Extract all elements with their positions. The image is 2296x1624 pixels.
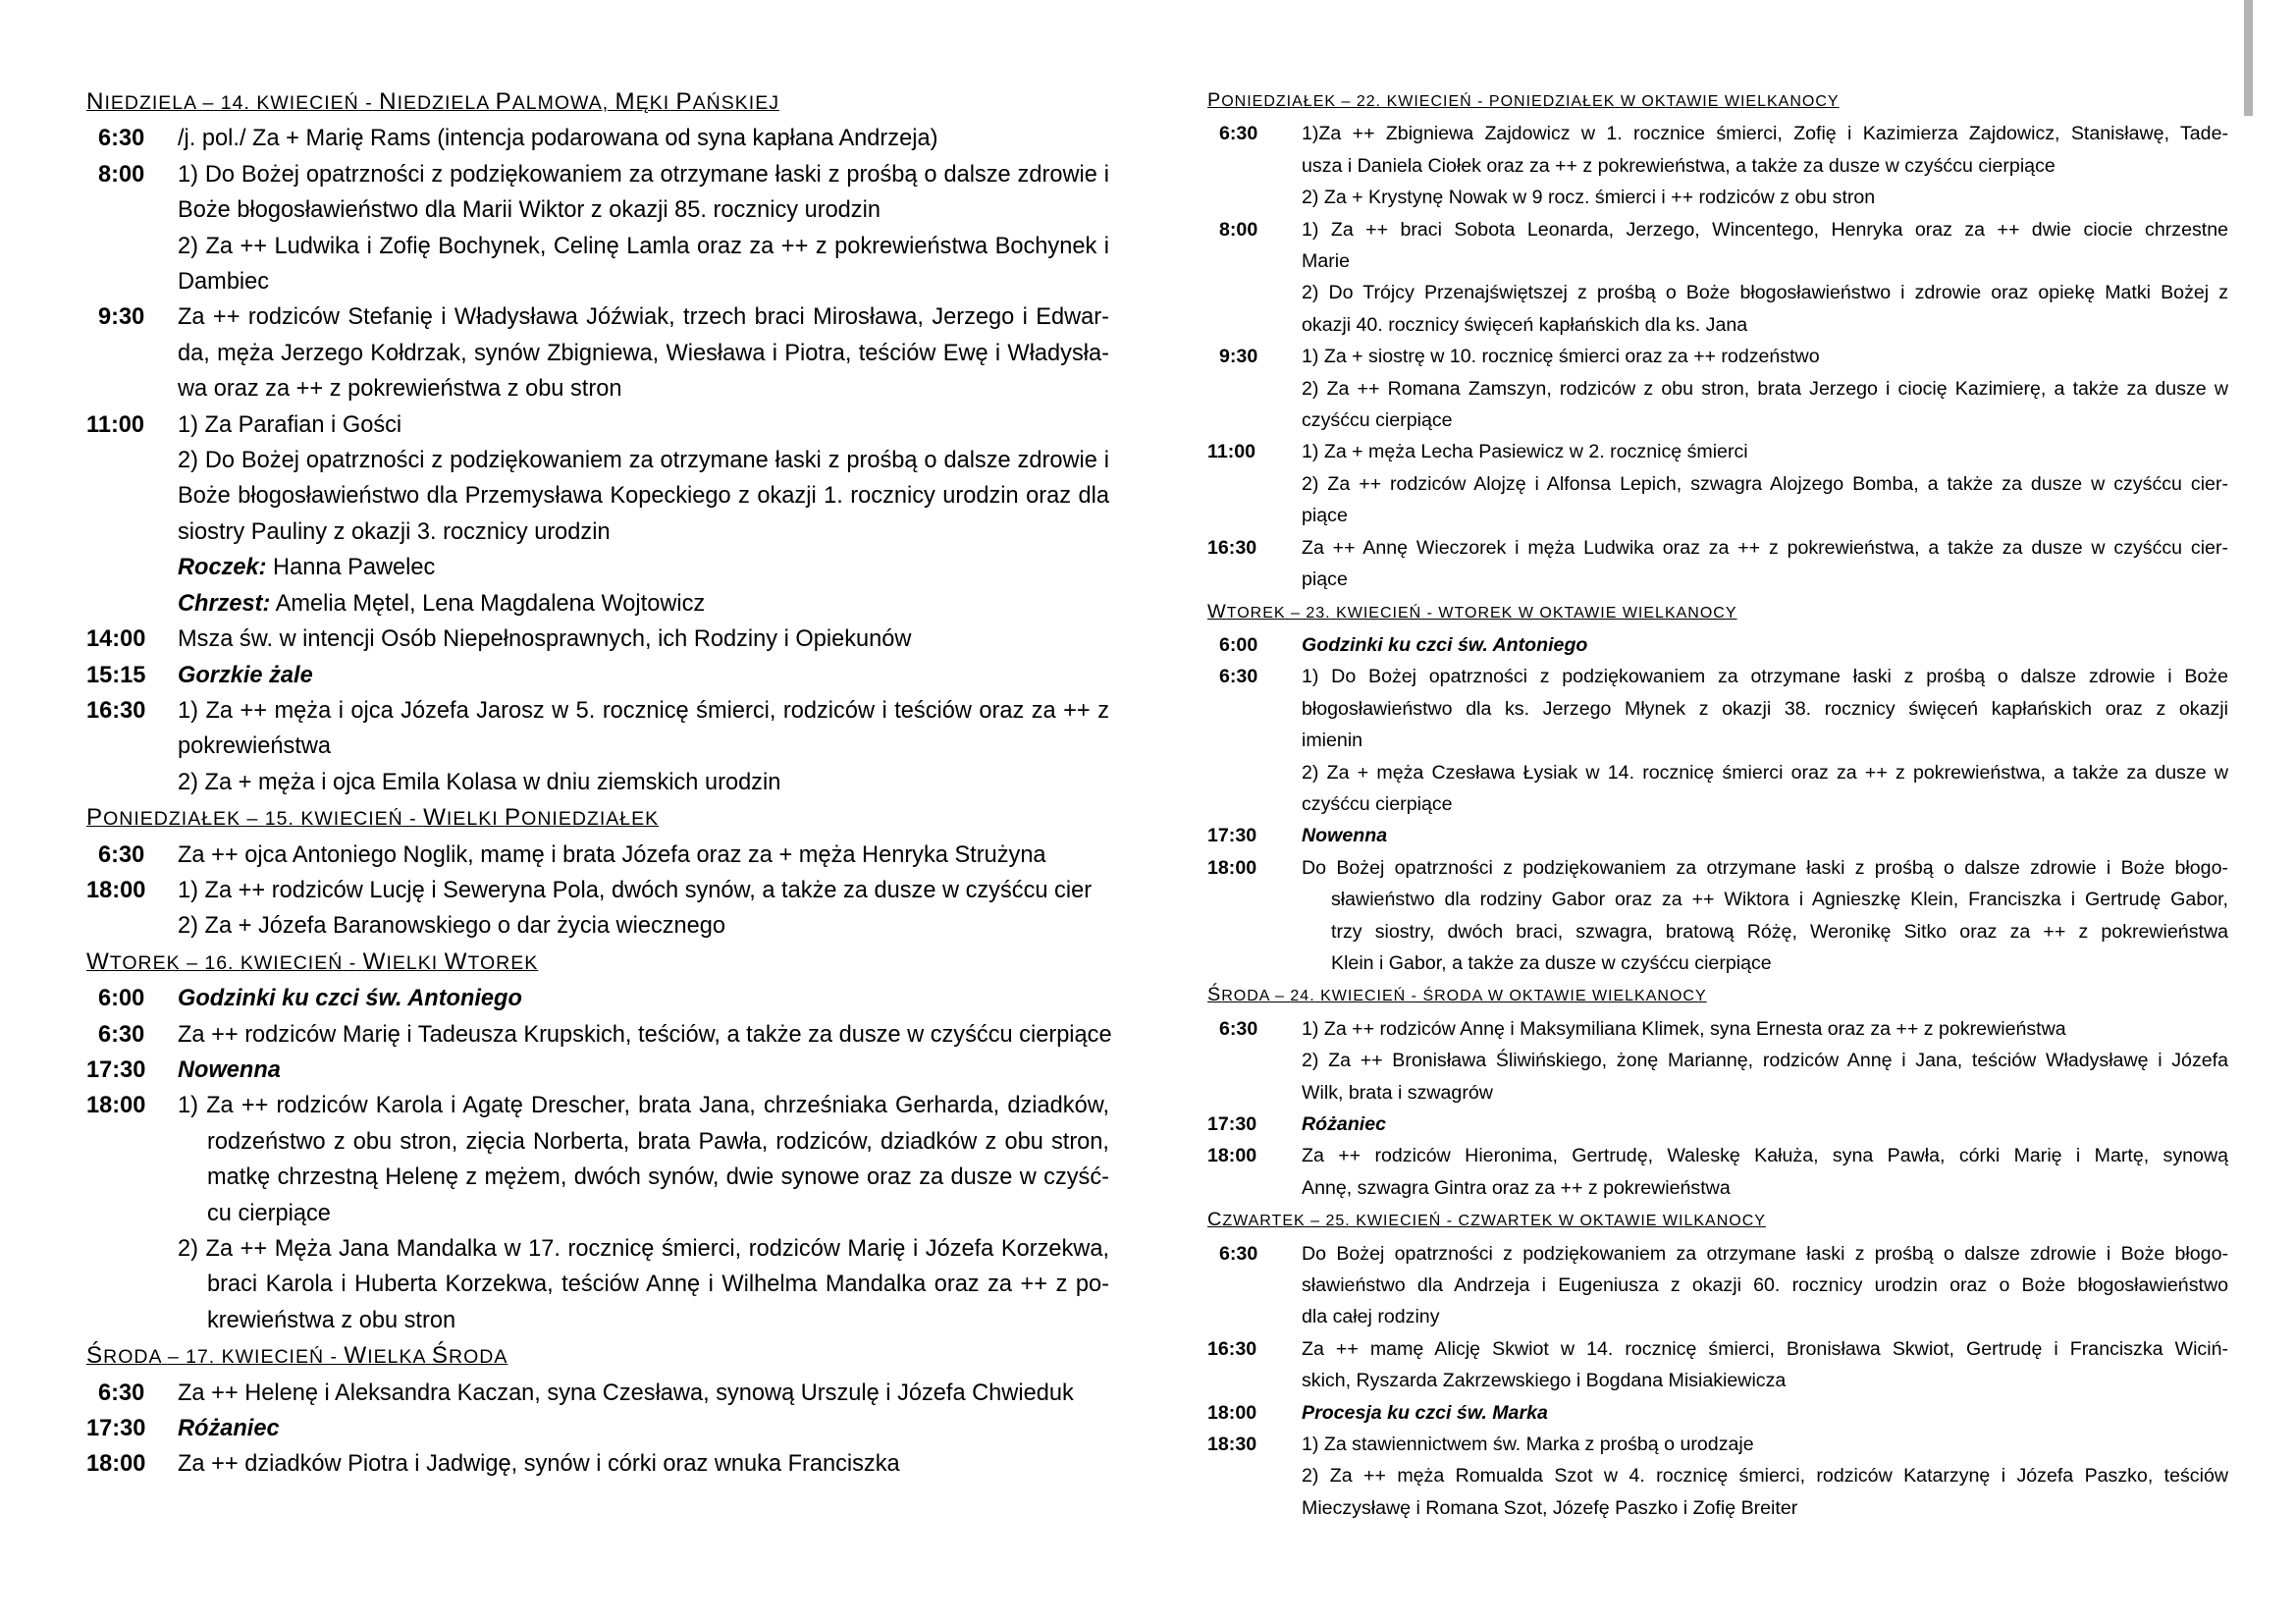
intention-line: Godzinki ku czci św. Antoniego — [178, 986, 522, 1012]
intention-line: Godzinki ku czci św. Antoniego — [1302, 633, 1588, 656]
intention-line: Marie — [1302, 250, 1350, 273]
intention-line: 1) Za ++ męża i ojca Józefa Jarosz w 5. rocznicę śmierci, rodziców i teściów oraz za ++ z — [178, 697, 1109, 724]
intention-line — [178, 586, 1109, 622]
intention-line: Do Bożej opatrzności z podziękowaniem za otrzymane łaski z prośbą o dalsze zdrowie i Boże błogo- — [1302, 856, 2228, 879]
intention-label: Roczek: — [178, 555, 267, 581]
mass-time: 8:00 — [1219, 218, 1258, 241]
column-left — [86, 84, 1112, 1483]
mass-time: 18:00 — [86, 1451, 146, 1478]
mass-entry — [1207, 532, 2228, 596]
intention-line — [178, 550, 1109, 585]
mass-time: 14:00 — [86, 626, 146, 653]
mass-intentions — [178, 299, 1109, 406]
mass-intentions — [178, 121, 1109, 156]
mass-time: 16:30 — [1207, 1337, 1257, 1360]
intention-line: Klein i Gabor, a także za dusze w czyśćcu cierpiące — [1331, 951, 1772, 974]
mass-time: 18:30 — [1207, 1434, 1257, 1456]
intention-line: 2) Do Trójcy Przenajświętszej z prośbą o Boże błogosławieństwo i zdrowie oraz opiekę Matki Bożej z — [1302, 282, 2228, 304]
mass-intentions — [1302, 1013, 2228, 1109]
mass-entry — [86, 407, 1109, 622]
mass-entry — [86, 157, 1109, 300]
intention-line: czyśćcu cierpiące — [1302, 792, 1453, 815]
mass-entry — [86, 838, 1109, 873]
mass-entry — [1207, 629, 2228, 661]
mass-entry — [1207, 1140, 2228, 1204]
intention-line: 1) Za ++ rodziców Karola i Agatę Drescher, brata Jana, chrześniaka Gerharda, dziadków, — [178, 1093, 1109, 1119]
mass-entry — [86, 1088, 1109, 1338]
mass-time: 6:30 — [98, 126, 145, 152]
intention-line: Dambiec — [178, 269, 270, 296]
mass-entry — [86, 1017, 1112, 1053]
mass-intentions — [1302, 1140, 2228, 1204]
day-heading: ŚRODA – 24. KWIECIEŃ - ŚRODA W OKTAWIE WIELKANOCY — [1207, 984, 1707, 1006]
mass-intentions — [1302, 1238, 2228, 1333]
mass-intentions — [178, 1017, 1112, 1053]
mass-entry — [86, 981, 1109, 1016]
mass-time: 17:30 — [86, 1056, 146, 1083]
day-heading: WTOREK – 16. KWIECIEŃ - WIELKI WTOREK — [86, 947, 539, 975]
intention-line: błogosławieństwo dla ks. Jerzego Młynek z okazji 38. rocznicy święceń kapłańskich oraz z okazji — [1302, 697, 2228, 720]
intention-line: 2) Za ++ rodziców Alojzę i Alfonsa Lepich, szwagra Alojzego Bomba, a także za dusze w czyśćcu cier- — [1302, 472, 2228, 495]
mass-time: 17:30 — [1207, 1113, 1257, 1135]
mass-intentions — [1302, 661, 2228, 820]
intention-line: 1) Za ++ braci Sobota Leonarda, Jerzego, Wincentego, Henryka oraz za ++ dwie ciocie chrzestne — [1302, 218, 2228, 241]
mass-intentions — [1302, 118, 2228, 213]
mass-time: 16:30 — [86, 697, 146, 724]
mass-time: 9:30 — [98, 304, 145, 331]
column-right — [1207, 84, 2228, 1524]
mass-intentions — [1302, 532, 2228, 596]
mass-entry — [86, 873, 1109, 945]
intention-line: 2) Za + Krystynę Nowak w 9 rocz. śmierci i ++ rodziców z obu stron — [1302, 187, 1876, 209]
mass-intentions — [1302, 1429, 2228, 1524]
intention-line: Wilk, brata i szwagrów — [1302, 1081, 1493, 1104]
mass-time: 6:30 — [1219, 1242, 1258, 1265]
intention-line: Nowenna — [178, 1056, 281, 1083]
mass-entry — [86, 658, 1109, 693]
mass-entry — [1207, 436, 2228, 531]
intention-line: Boże błogosławieństwo dla Przemysława Kopeckiego z okazji 1. rocznicy urodzin oraz dla — [178, 483, 1109, 510]
mass-time: 18:00 — [86, 1093, 146, 1119]
intention-line: sławieństwo dla rodziny Gabor oraz za ++ Wiktora i Agnieszkę Klein, Franciszka i Gertrudę Gabor, — [1331, 889, 2228, 911]
intention-line: skich, Ryszarda Zakrzewskiego i Bogdana Misiakiewicza — [1302, 1370, 1787, 1392]
mass-entry — [1207, 341, 2228, 436]
intention-line: 2) Za + męża i ojca Emila Kolasa w dniu ziemskich urodzin — [178, 769, 781, 795]
mass-intentions — [1302, 629, 2228, 661]
mass-time: 6:30 — [98, 1380, 145, 1406]
mass-intentions — [1302, 1397, 2228, 1429]
intention-line: rodzeństwo z obu stron, zięcia Norberta, brata Pawła, rodziców, dziadków z obu stron, — [207, 1128, 1109, 1155]
day-heading: WTOREK – 23. KWIECIEŃ - WTOREK W OKTAWIE WIELKANOCY — [1207, 600, 1737, 623]
mass-intentions — [1302, 820, 2228, 851]
mass-time: 9:30 — [1219, 346, 1258, 368]
mass-entry — [1207, 1238, 2228, 1333]
mass-entry — [1207, 1397, 2228, 1429]
mass-intentions — [178, 1446, 1109, 1482]
intention-line: imienin — [1302, 730, 1363, 752]
mass-time: 6:30 — [1219, 1017, 1258, 1040]
mass-time: 11:00 — [86, 411, 145, 438]
intention-label: Chrzest: — [178, 590, 271, 617]
mass-intentions — [178, 981, 1109, 1016]
mass-time: 6:00 — [98, 986, 145, 1012]
mass-time: 18:00 — [1207, 1401, 1257, 1424]
intention-line: czyśćcu cierpiące — [1302, 409, 1453, 432]
mass-intentions — [178, 407, 1109, 622]
mass-entry — [1207, 214, 2228, 342]
mass-intentions — [1302, 214, 2228, 342]
mass-entry — [1207, 1429, 2228, 1524]
intention-line: piące — [1302, 568, 1348, 591]
mass-entry — [86, 622, 1109, 657]
intention-line: Boże błogosławieństwo dla Marii Wiktor z okazji 85. rocznicy urodzin — [178, 197, 881, 224]
mass-entry — [86, 1053, 1109, 1088]
mass-intentions — [1302, 852, 2228, 980]
day-heading: PONIEDZIAŁEK – 22. KWIECIEŃ - PONIEDZIAŁEK W OKTAWIE WIELKANOCY — [1207, 89, 1840, 111]
intention-line: matkę chrzestną Helenę z mężem, dwóch synów, dwie synowe oraz za dusze w czyść- — [207, 1164, 1109, 1191]
mass-time: 18:00 — [1207, 856, 1257, 879]
intention-line: piące — [1302, 505, 1348, 527]
intention-line: 1) Za ++ rodziców Annę i Maksymiliana Klimek, syna Ernesta oraz za ++ z pokrewieństwa — [1302, 1017, 2066, 1040]
mass-entry — [1207, 820, 2228, 851]
service-name: Gorzkie żale — [178, 662, 313, 688]
intention-line: da, męża Jerzego Kołdrzak, synów Zbigniewa, Wiesława i Piotra, teściów Ewę i Władysła- — [178, 340, 1109, 366]
mass-entry — [1207, 1333, 2228, 1397]
intention-text: Hanna Pawelec — [266, 555, 436, 581]
scrollbar[interactable] — [2244, 0, 2253, 116]
mass-intentions — [178, 1088, 1109, 1338]
intention-line: pokrewieństwa — [178, 733, 332, 760]
mass-time: 18:00 — [86, 877, 146, 903]
intention-line: dla całej rodziny — [1302, 1306, 1440, 1328]
mass-intentions — [178, 658, 1109, 693]
mass-time: 18:00 — [1207, 1145, 1257, 1167]
intention-line: Za ++ dziadków Piotra i Jadwigę, synów i córki oraz wnuka Franciszka — [178, 1451, 900, 1478]
intention-line: 1) Za + siostrę w 10. rocznicę śmierci oraz za ++ rodzeństwo — [1302, 346, 1820, 368]
intention-line: 2) Do Bożej opatrzności z podziękowaniem za otrzymane łaski z prośbą o dalsze zdrowie i — [178, 448, 1109, 474]
mass-intentions — [178, 1411, 1109, 1446]
intention-text: Amelia Mętel, Lena Magdalena Wojtowicz — [270, 590, 706, 617]
intention-line: Za ++ Annę Wieczorek i męża Ludwika oraz za ++ z pokrewieństwa, a także za dusze w czyśćcu cier- — [1302, 536, 2228, 559]
intention-line: 2) Za + Józefa Baranowskiego o dar życia wiecznego — [178, 913, 726, 940]
intention-line: 2) Za ++ Męża Jana Mandalka w 17. rocznicę śmierci, rodziców Marię i Józefa Korzekwa, — [178, 1236, 1109, 1262]
mass-time: 11:00 — [1207, 441, 1256, 463]
intention-line: Mieczysławę i Romana Szot, Józefę Paszko i Zofię Breiter — [1302, 1496, 1798, 1519]
intention-line: krewieństwa z obu stron — [207, 1307, 456, 1333]
day-heading: PONIEDZIAŁEK – 15. KWIECIEŃ - WIELKI PONIEDZIAŁEK — [86, 804, 660, 832]
intention-line: Nowenna — [1302, 825, 1388, 847]
intention-line: 2) Za ++ Bronisława Śliwińskiego, żonę Mariannę, rodziców Annę i Jana, teściów Władysławę i Józefa — [1302, 1050, 2228, 1072]
intention-line: Różaniec — [1302, 1113, 1387, 1135]
mass-intentions — [1302, 436, 2228, 531]
mass-intentions — [178, 157, 1109, 300]
mass-entry — [86, 1376, 1109, 1411]
intention-line: 1) Za + męża Lecha Pasiewicz w 2. rocznicę śmierci — [1302, 441, 1748, 463]
mass-intentions — [178, 693, 1109, 800]
mass-entry — [86, 121, 1109, 156]
intention-line: 1) Do Bożej opatrzności z podziękowaniem za otrzymane łaski z prośbą o dalsze zdrowie i Boże — [1302, 666, 2228, 688]
mass-entry — [1207, 1109, 2228, 1140]
intention-line: braci Karola i Huberta Korzekwa, teściów Annę i Wilhelma Mandalka oraz za ++ z po- — [207, 1272, 1109, 1298]
intention-line: Za ++ rodziców Stefanię i Władysława Jóźwiak, trzech braci Mirosława, Jerzego i Edwar- — [178, 304, 1109, 331]
intention-line: Msza św. w intencji Osób Niepełnosprawnych, ich Rodziny i Opiekunów — [178, 626, 912, 653]
intention-line: siostry Pauliny z okazji 3. rocznicy urodzin — [178, 518, 611, 545]
intention-line: usza i Daniela Ciołek oraz za ++ z pokrewieństwa, a także za dusze w czyśćcu cierpiące — [1302, 154, 2056, 177]
intention-line: 2) Za ++ Romana Zamszyn, rodziców z obu stron, brata Jerzego i ciocię Kazimierę, a także za dusze w — [1302, 377, 2228, 400]
intention-line: /j. pol./ Za + Marię Rams (intencja podarowana od syna kapłana Andrzeja) — [178, 126, 938, 152]
mass-intentions — [178, 873, 1109, 945]
mass-entry — [86, 1411, 1109, 1446]
intention-line: Za ++ mamę Alicję Skwiot w 14. rocznicę śmierci, Bronisława Skwiot, Gertrudę i Franciszka Wiciń- — [1302, 1337, 2228, 1360]
intention-line: cu cierpiące — [207, 1200, 331, 1226]
intention-line: Procesja ku czci św. Marka — [1302, 1401, 1548, 1424]
mass-entry — [86, 1446, 1109, 1482]
mass-time: 6:30 — [1219, 123, 1258, 145]
intention-line: Różaniec — [178, 1416, 280, 1442]
mass-intentions — [178, 838, 1109, 873]
day-heading: NIEDZIELA – 14. KWIECIEŃ - NIEDZIELA PALMOWA, MĘKI PAŃSKIEJ — [86, 88, 779, 115]
mass-intentions — [1302, 1333, 2228, 1397]
mass-time: 17:30 — [1207, 825, 1257, 847]
mass-entry — [1207, 852, 2228, 980]
mass-entry — [86, 299, 1109, 406]
intention-line: 1) Do Bożej opatrzności z podziękowaniem za otrzymane łaski z prośbą o dalsze zdrowie i — [178, 161, 1109, 188]
mass-time: 6:30 — [98, 1021, 145, 1048]
day-heading: CZWARTEK – 25. KWIECIEŃ - CZWARTEK W OKTAWIE WILKANOCY — [1207, 1209, 1766, 1231]
intention-line: Za ++ ojca Antoniego Noglik, mamę i brata Józefa oraz za + męża Henryka Strużyna — [178, 841, 1046, 868]
intention-line: wa oraz za ++ z pokrewieństwa z obu stron — [178, 376, 622, 403]
mass-entry — [86, 693, 1109, 800]
intention-line: Za ++ Helenę i Aleksandra Kaczan, syna Czesława, synową Urszulę i Józefa Chwieduk — [178, 1380, 1074, 1406]
intention-line: 1) Za stawiennictwem św. Marka z prośbą o urodzaje — [1302, 1434, 1754, 1456]
intention-line: okazji 40. rocznicy święceń kapłańskich dla ks. Jana — [1302, 313, 1748, 336]
mass-entry — [1207, 661, 2228, 820]
intention-line: Do Bożej opatrzności z podziękowaniem za otrzymane łaski z prośbą o dalsze zdrowie i Boże błogo- — [1302, 1242, 2228, 1265]
day-heading: ŚRODA – 17. KWIECIEŃ - WIELKA ŚRODA — [86, 1342, 508, 1370]
mass-entry — [1207, 118, 2228, 213]
mass-intentions — [1302, 341, 2228, 436]
mass-time: 15:15 — [86, 662, 146, 688]
intention-line: 1) Za ++ rodziców Lucję i Seweryna Pola, dwóch synów, a także za dusze w czyśćcu cier — [178, 877, 1093, 903]
intention-line: 1) Za Parafian i Gości — [178, 411, 402, 438]
intention-line: sławieństwo dla Andrzeja i Eugeniusza z okazji 60. rocznicy urodzin oraz o Boże błogosławieństwo — [1302, 1274, 2228, 1297]
mass-intentions — [178, 622, 1109, 657]
mass-time: 8:00 — [98, 161, 145, 188]
intention-line: trzy siostry, dwóch braci, szwagra, bratową Różę, Weronikę Sitko oraz za ++ z pokrewieństwa — [1331, 920, 2228, 943]
mass-time: 17:30 — [86, 1416, 146, 1442]
intention-line: 1)Za ++ Zbigniewa Zajdowicz w 1. rocznice śmierci, Zofię i Kazimierza Zajdowicz, Stanisławę, Tade- — [1302, 123, 2228, 145]
intention-line: Annę, szwagra Gintra oraz za ++ z pokrewieństwa — [1302, 1176, 1731, 1199]
mass-time: 16:30 — [1207, 536, 1257, 559]
mass-intentions — [178, 1053, 1109, 1088]
intention-line: Za ++ rodziców Hieronima, Gertrudę, Waleskę Kałuża, syna Pawła, córki Marię i Martę, synową — [1302, 1145, 2228, 1167]
mass-time: 6:00 — [1219, 633, 1258, 656]
intention-line: 2) Za ++ męża Romualda Szot w 4. rocznicę śmierci, rodziców Katarzynę i Józefa Paszko, teściów — [1302, 1465, 2228, 1488]
intention-line: 2) Za ++ Ludwika i Zofię Bochynek, Celinę Lamla oraz za ++ z pokrewieństwa Bochynek i — [178, 233, 1109, 259]
mass-time: 6:30 — [1219, 666, 1258, 688]
mass-time: 6:30 — [98, 841, 145, 868]
mass-intentions — [1302, 1109, 2228, 1140]
mass-entry — [1207, 1013, 2228, 1109]
mass-intentions — [178, 1376, 1109, 1411]
intention-line: 2) Za + męża Czesława Łysiak w 14. rocznicę śmierci oraz za ++ z pokrewieństwa, a także za dusze w — [1302, 761, 2228, 784]
intention-line: Za ++ rodziców Marię i Tadeusza Krupskich, teściów, a także za dusze w czyśćcu cierpiące — [178, 1021, 1112, 1048]
